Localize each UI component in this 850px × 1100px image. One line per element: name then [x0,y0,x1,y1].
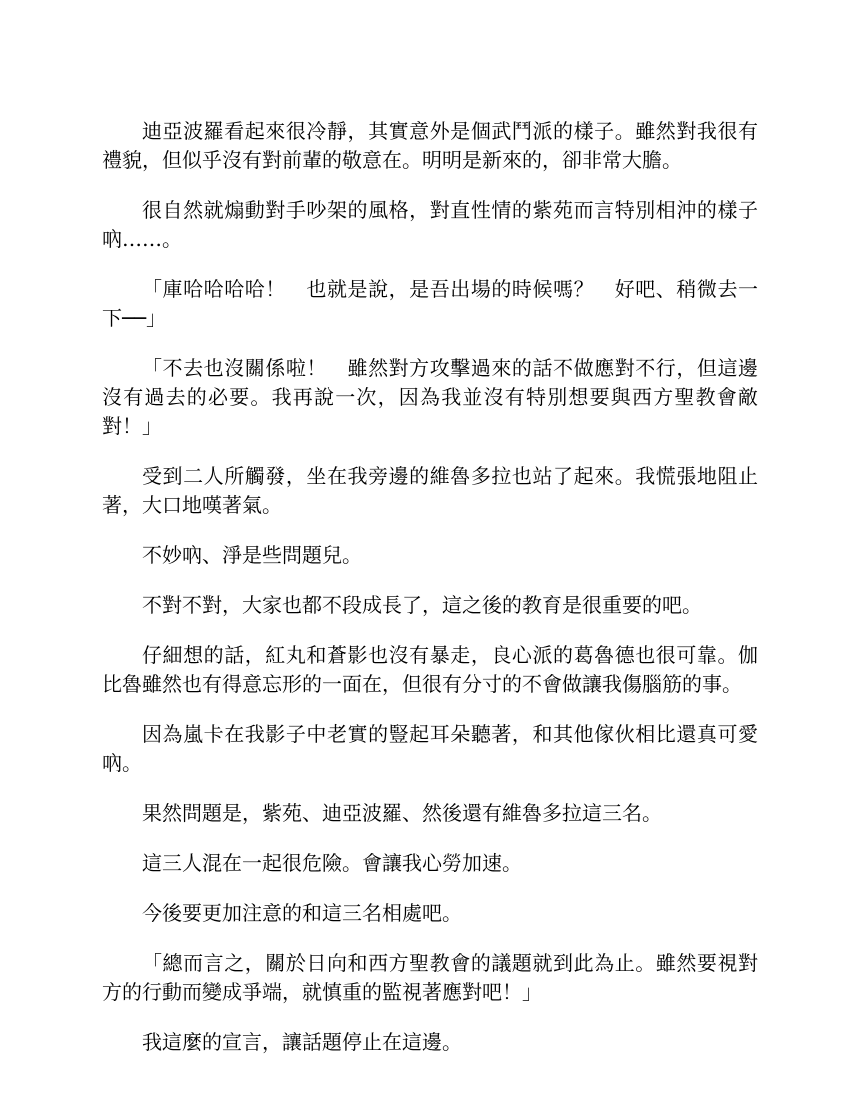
document-body [102,117,758,1078]
paragraph: 不對不對，大家也都不段成長了，這之後的教育是很重要的吧。 [142,593,702,617]
paragraph: 很自然就煽動對手吵架的風格，對直性情的紫苑而言特別相沖的樣子吶……。 [102,198,758,251]
paragraph: 因為嵐卡在我影子中老實的豎起耳朵聽著，和其他傢伙相比還真可愛吶。 [102,722,758,775]
paragraph: 「不去也沒關係啦！ 雖然對方攻擊過來的話不做應對不行，但這邊沒有過去的必要。我再說一次，因為我並沒有特別想要與西方聖教會敵對！」 [102,356,758,438]
paragraph: 這三人混在一起很危險。會讓我心勞加速。 [142,851,522,875]
paragraph: 「庫哈哈哈哈！ 也就是說，是吾出場的時候嗎？ 好吧、稍微去一下──」 [102,277,758,330]
paragraph: 果然問題是，紫苑、迪亞波羅、然後還有維魯多拉這三名。 [142,801,662,825]
paragraph: 不妙吶、淨是些問題兒。 [142,543,362,567]
paragraph: 受到二人所觸發，坐在我旁邊的維魯多拉也站了起來。我慌張地阻止著，大口地嘆著氣。 [102,464,758,517]
paragraph: 我這麼的宣言，讓話題停止在這邊。 [142,1030,462,1054]
paragraph: 「總而言之，關於日向和西方聖教會的議題就到此為止。雖然要視對方的行動而變成爭端，就慎重的監視著應對吧！」 [102,951,758,1004]
paragraph: 今後要更加注意的和這三名相處吧。 [142,901,462,925]
paragraph: 仔細想的話，紅丸和蒼影也沒有暴走，良心派的葛魯德也很可靠。伽比魯雖然也有得意忘形的一面在，但很有分寸的不會做讓我傷腦筋的事。 [102,643,758,696]
paragraph: 迪亞波羅看起來很冷靜，其實意外是個武鬥派的樣子。雖然對我很有禮貌，但似乎沒有對前輩的敬意在。明明是新來的，卻非常大膽。 [102,119,758,172]
